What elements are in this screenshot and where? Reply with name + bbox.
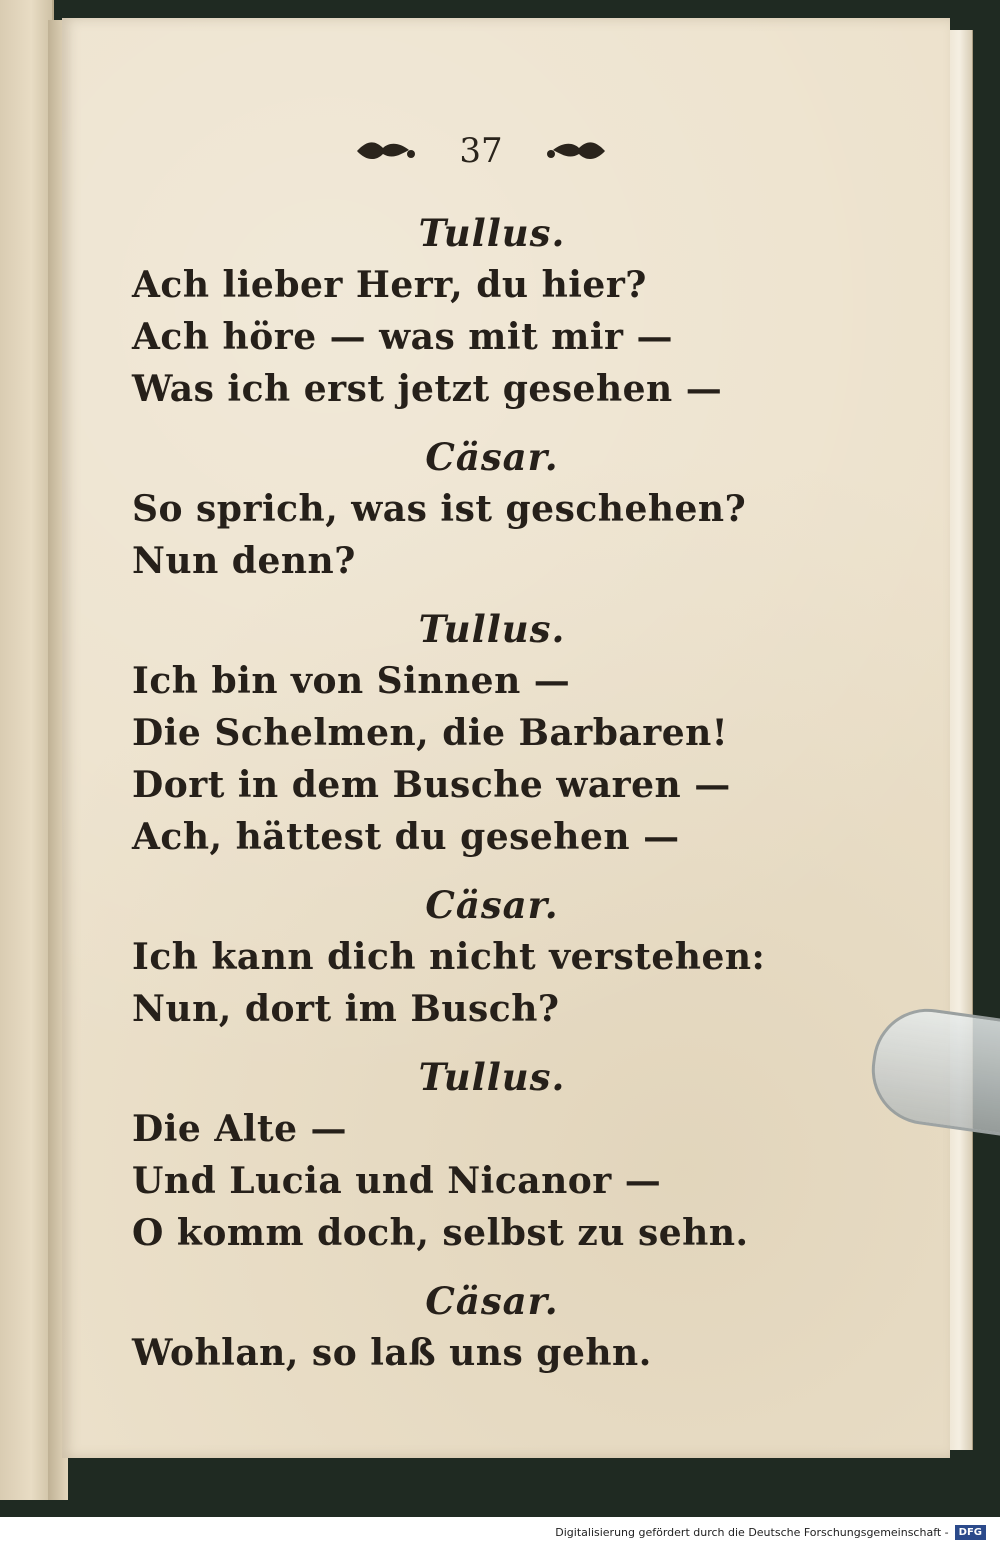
book-page: [62, 18, 950, 1458]
verse-line: Wohlan, so laß uns gehn.: [132, 1332, 652, 1374]
left-page-edge: [0, 0, 54, 1500]
speaker-name: Tullus.: [418, 1055, 566, 1099]
speaker-name: Cäsar.: [425, 883, 559, 927]
verse-line: Ach höre — was mit mir —: [132, 316, 673, 358]
verse-line: Ach, hättest du gesehen —: [132, 816, 680, 858]
speaker-name: Tullus.: [418, 607, 566, 651]
dialogue-text: [132, 203, 772, 1379]
left-ornament-icon: [353, 134, 417, 168]
verse-line: Die Alte —: [132, 1108, 348, 1150]
page-header: [62, 126, 950, 176]
verse-line: Und Lucia und Nicanor —: [132, 1160, 662, 1202]
verse-line: Ich kann dich nicht verstehen:: [132, 936, 766, 978]
funding-credit: Digitalisierung gefördert durch die Deutsche Forschungsgemeinschaft -: [555, 1525, 949, 1539]
verse-line: Nun denn?: [132, 540, 356, 582]
verse-line: Ich bin von Sinnen —: [132, 660, 571, 702]
speaker-name: Tullus.: [418, 211, 566, 255]
speaker-name: Cäsar.: [425, 1279, 559, 1323]
verse-line: O komm doch, selbst zu sehn.: [132, 1212, 749, 1254]
dfg-logo: DFG: [955, 1525, 986, 1540]
footer-bar: [0, 1517, 1000, 1547]
speaker-name: Cäsar.: [425, 435, 559, 479]
right-ornament-icon: [545, 134, 609, 168]
verse-line: Ach lieber Herr, du hier?: [132, 264, 647, 306]
verse-line: Die Schelmen, die Barbaren!: [132, 712, 729, 754]
verse-line: Nun, dort im Busch?: [132, 988, 560, 1030]
verse-line: Was ich erst jetzt gesehen —: [132, 368, 723, 410]
verse-line: So sprich, was ist geschehen?: [132, 488, 747, 530]
verse-line: Dort in dem Busche waren —: [132, 764, 731, 806]
page-number: 37: [459, 131, 503, 171]
